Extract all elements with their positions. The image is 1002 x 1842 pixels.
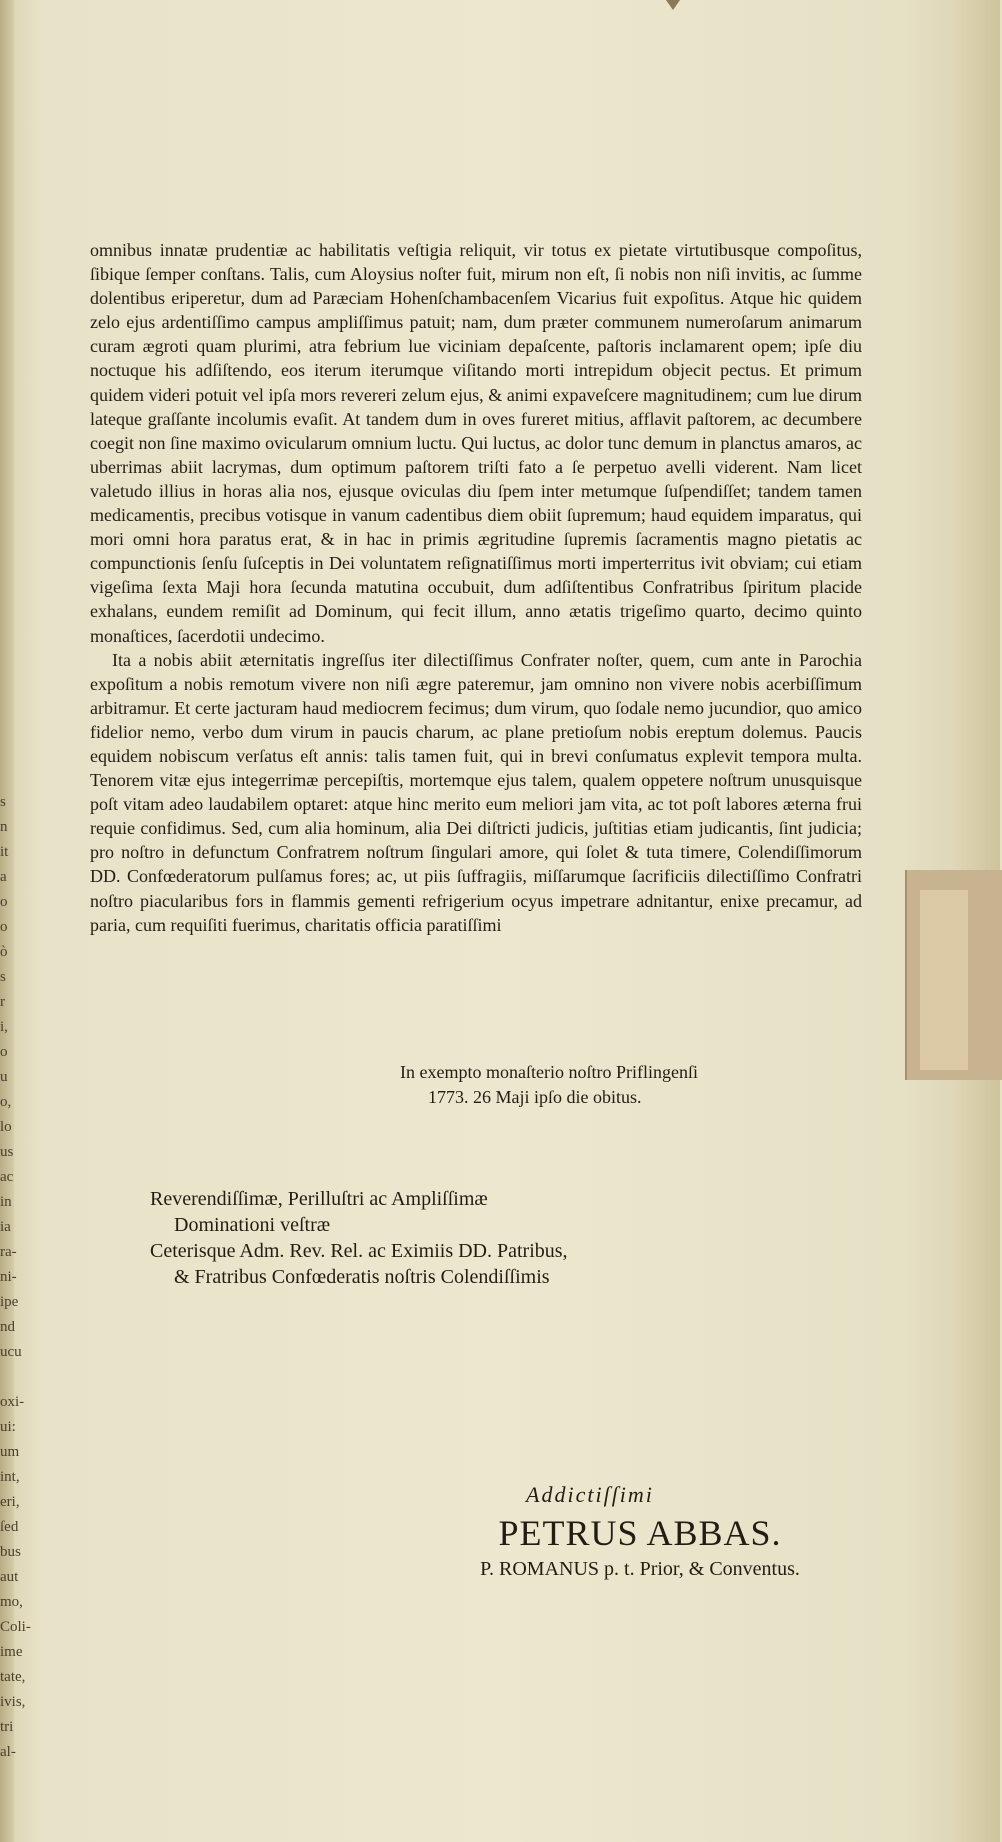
margin-fragment: oxi- bbox=[0, 1394, 25, 1410]
margin-fragment: ra- bbox=[0, 1244, 17, 1260]
signature-block bbox=[360, 1482, 920, 1581]
margin-fragment: s bbox=[0, 969, 6, 985]
margin-fragment: ſed bbox=[0, 1519, 19, 1535]
addressee-line-2: Dominationi veſtræ bbox=[174, 1214, 331, 1236]
paragraph-2: Ita a nobis abiit æternitatis ingreſſus iter dilectiſſimus Confrater noſter, quem, cum ante in Parochia expoſitum a nobis remotum vivere non niſi ægre pateremur, jam omnino non vivere nobis acerbiſſimum arbitramur. Et certe jacturam haud mediocrem fecimus; dum virum, quo ſodale nemo jucundior, quo amico fidelior nemo, verbo dum virum in paucis charum, ac plane pretioſum nobis ereptum dolemus. Paucis equidem nobiscum verſatus eſt annis: talis tamen fuit, qui in brevi conſumatus explevit tempora multa. Tenorem vitæ ejus integerrimæ percepiſtis, mortemque ejus talem, qualem oppetere noſtrum unusquisque poſt vitam adeo laudabilem optaret: atque hinc merito eum meliori jam vita, ac tot poſt labores æterna frui requie confidimus. Sed, cum alia hominum, alia Dei diſtricti judicis, juſtitias etiam judicantis, ſint judicia; pro noſtro in defunctum Confratrem noſtrum ſingulari amore, qui ſolet & tuta timere, Colendiſſimorum DD. Confœderatorum pulſamus fores; ac, ut piis ſuffragiis, miſſarumque ſacrificiis dilectiſſimo Confratri noſtro piacularibus fors in flammis gementi refrigerium ocyus impetrare adnitantur, enixe precamur, ad paria, cum requiſiti fuerimus, charitatis officia paratiſſimi bbox=[90, 649, 862, 935]
addressee-line-1: Reverendiſſimæ, Perilluſtri ac Ampliſſimæ bbox=[150, 1188, 488, 1210]
dateline-date: 1773. 26 Maji ipſo die obitus. bbox=[428, 1087, 642, 1107]
margin-fragment: ac bbox=[0, 1169, 14, 1185]
margin-fragment: ipe bbox=[0, 1294, 19, 1310]
margin-fragment: it bbox=[0, 844, 9, 860]
addressee-line-3: Ceterisque Adm. Rev. Rel. ac Eximiis DD. Patribus, bbox=[150, 1240, 568, 1262]
margin-fragment: ime bbox=[0, 1644, 23, 1660]
dateline bbox=[400, 1060, 860, 1110]
margin-fragment: mo, bbox=[0, 1594, 23, 1610]
margin-fragment: tate, bbox=[0, 1669, 26, 1685]
margin-fragment: r bbox=[0, 994, 5, 1010]
margin-fragment: o, bbox=[0, 1094, 12, 1110]
margin-fragment: o bbox=[0, 1044, 8, 1060]
addressee-line-4: & Fratribus Confœderatis noſtris Colendiſſimis bbox=[174, 1266, 550, 1288]
margin-fragment: s bbox=[0, 794, 6, 810]
margin-fragment: u bbox=[0, 1069, 8, 1085]
margin-fragment: ò bbox=[0, 944, 8, 960]
margin-fragment: ia bbox=[0, 1219, 11, 1235]
addressee-block bbox=[150, 1186, 850, 1290]
margin-fragment: Coli- bbox=[0, 1619, 31, 1635]
margin-fragment: um bbox=[0, 1444, 20, 1460]
margin-fragment bbox=[0, 1365, 20, 1390]
signature-prior: P. ROMANUS p. t. Prior, & Conventus. bbox=[480, 1558, 800, 1580]
margin-fragment: us bbox=[0, 1144, 14, 1160]
margin-fragment: i, bbox=[0, 1019, 8, 1035]
margin-fragment: n bbox=[0, 819, 8, 835]
margin-fragment: a bbox=[0, 869, 7, 885]
margin-fragment: ni- bbox=[0, 1269, 17, 1285]
signature-closing: Addictiſſimi bbox=[526, 1482, 654, 1507]
margin-fragment: eri, bbox=[0, 1494, 20, 1510]
margin-fragment: nd bbox=[0, 1319, 15, 1335]
margin-fragment: o bbox=[0, 894, 8, 910]
margin-fragment: int, bbox=[0, 1469, 20, 1485]
paper-tab-inner bbox=[920, 890, 968, 1070]
dateline-place: In exempto monaſterio noſtro Priflingenſi bbox=[400, 1062, 698, 1082]
margin-fragment: tri bbox=[0, 1719, 14, 1735]
margin-fragment: al- bbox=[0, 1744, 16, 1760]
body-text bbox=[90, 238, 862, 937]
margin-fragment: in bbox=[0, 1194, 12, 1210]
margin-fragment: ucu bbox=[0, 1344, 22, 1360]
signature-name: PETRUS ABBAS. bbox=[498, 1513, 782, 1553]
margin-fragment: o bbox=[0, 919, 8, 935]
paragraph-1: omnibus innatæ prudentiæ ac habilitatis veſtigia reliquit, vir totus ex pietate virtutibusque compoſitus, ſibique ſemper conſtans. Talis, cum Aloysius noſter fuit, mirum non eſt, ſi nobis non niſi invitis, ac ſumme dolentibus eriperetur, dum ad Paræciam Hohenſchambacenſem Vicarius fuit expoſitus. Atque hic quidem zelo ejus ardentiſſimo campus ampliſſimus patuit; nam, dum præter communem numeroſarum animarum curam ægroti quam plurimi, atra febrium lue viciniam depaſcente, paſtoris inclamarent opem; ipſe diu noctuque his adſiſtendo, eos iterum iterumque viſitando morti intrepidum objecit pectus. Et primum quidem videri potuit vel ipſa mors revereri zelum ejus, & animi expaveſcere magnitudinem; cum lue dirum lateque graſſante incolumis evaſit. At tandem dum in oves fureret mitius, afflavit paſtorem, ac decumbere coegit non ſine maximo ovicularum omnium luctu. Qui luctus, ac dolor tunc demum in planctus amaros, ac uberrimas abiit lacrymas, dum optimum paſtorem triſti fato a ſe perpetuo avelli viderent. Nam licet valetudo illius in horas alia nos, ejusque oviculas diu ſpem inter metumque ſuſpendiſſet; tandem tamen medicamentis, precibus votisque in vanum cadentibus diem obiit ſupremum; haud equidem imparatus, qui mori omni hora paratus erat, & in hac in primis ægritudine ſupremis ſacramentis magno pietatis ac compunctionis ſenſu ſuſceptis in Dei voluntatem reſignatiſſimus morti imperterritus ivit obviam; cui etiam vigeſima ſexta Maji hora ſecunda matutina occubuit, dum adſiſtentibus Confratribus ſpiritum placide exhalans, eundem remiſit ad Dominum, qui fecit illum, anno ætatis trigeſimo quarto, decimo quinto monaſtices, ſacerdotii undecimo. bbox=[90, 240, 862, 646]
margin-fragment: bus bbox=[0, 1544, 21, 1560]
margin-bleed-through bbox=[0, 790, 31, 1760]
margin-fragment: aut bbox=[0, 1569, 19, 1585]
margin-fragment: lo bbox=[0, 1119, 12, 1135]
margin-fragment: ui: bbox=[0, 1419, 16, 1435]
margin-fragment: ivis, bbox=[0, 1694, 26, 1710]
